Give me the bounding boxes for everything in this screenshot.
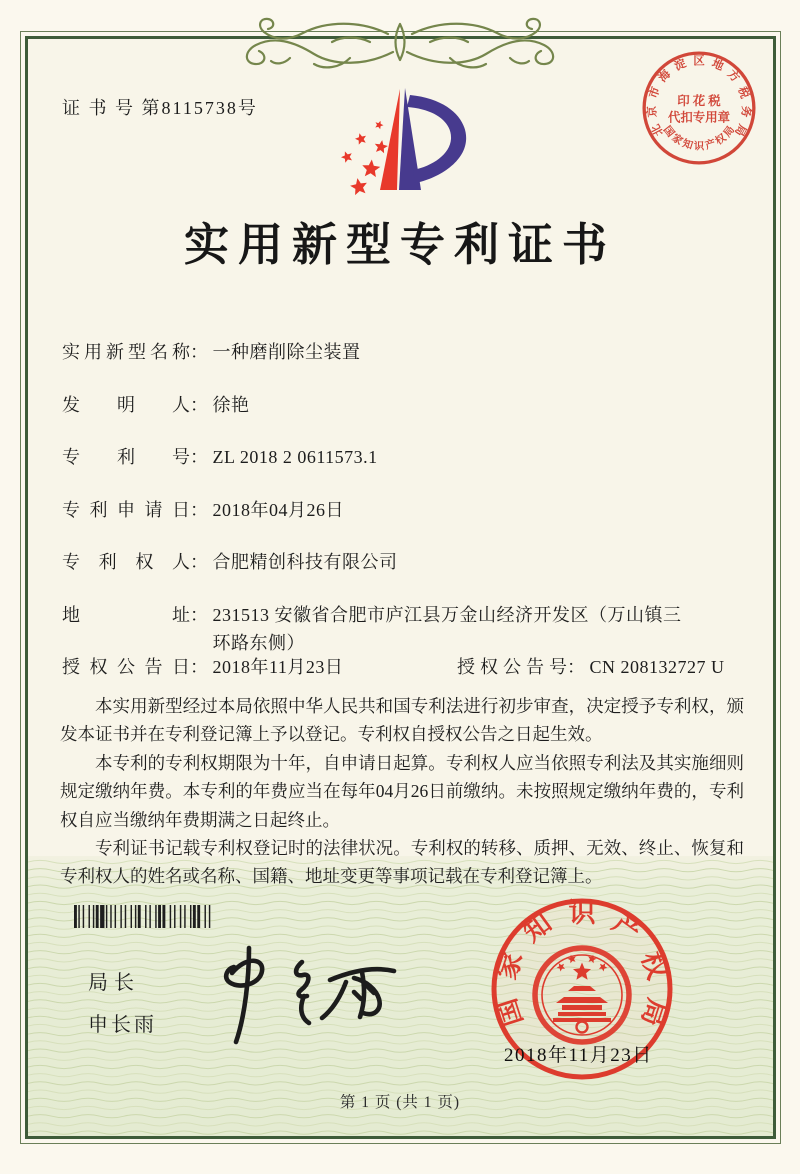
field-grant-number: 授权公告号： CN 208132727 U: [457, 653, 725, 679]
svg-text:局: 局: [722, 124, 738, 140]
certificate-title: 实用新型专利证书: [183, 220, 616, 270]
svg-text:税: 税: [735, 85, 751, 101]
svg-text:国: 国: [660, 124, 676, 140]
svg-text:知: 知: [517, 907, 558, 948]
page-number: 第 1 页 (共 1 页): [339, 1094, 461, 1111]
svg-text:市: 市: [647, 85, 663, 101]
svg-text:知: 知: [680, 138, 694, 152]
svg-text:权: 权: [635, 948, 673, 983]
field-label: 专利号: [62, 447, 190, 467]
svg-text:家: 家: [669, 132, 685, 148]
field-row-patent-no: 专利号： ZL 2018 2 0611573.1: [62, 443, 378, 469]
svg-text:务: 务: [738, 105, 752, 118]
field-label: 实用新型名称: [62, 342, 190, 362]
field-label: 发明人: [62, 395, 190, 415]
logo-p-bowl: [407, 95, 466, 183]
field-value: 徐艳: [212, 395, 250, 415]
svg-text:识: 识: [693, 141, 705, 153]
commissioner-signature: [212, 936, 417, 1054]
svg-text:京: 京: [646, 105, 660, 118]
logo-red-wedge: [380, 89, 400, 190]
field-label: 专利权人: [62, 552, 190, 572]
svg-text:区: 区: [693, 55, 705, 68]
field-row-inventor: 发明人： 徐艳: [62, 391, 250, 417]
stamp-arc-bottom-text: [661, 123, 737, 152]
field-label: 授权公告号: [457, 657, 567, 677]
commissioner-name: 申长雨: [88, 1014, 157, 1036]
certificate-number: 证 书 号 第8115738号: [62, 98, 258, 118]
legal-paragraph-1: 本实用新型经过本局依照中华人民共和国专利法进行初步审查，决定授予专利权，颁发本证书并在专利登记簿上予以登记。专利权自授权公告之日起生效。: [60, 696, 744, 745]
svg-text:局: 局: [732, 121, 749, 138]
svg-text:北: 北: [649, 121, 666, 138]
commissioner-title: 局长: [88, 972, 140, 994]
legal-paragraph-3: 专利证书记载专利权登记时的法律状况。专利权的转移、质押、无效、终止、恢复和专利权人的姓名或名称、国籍、地址变更等事项记载在专利登记簿上。: [60, 838, 744, 887]
field-label: 地址: [62, 605, 190, 625]
svg-text:国: 国: [491, 995, 529, 1030]
field-label: 专利申请日: [62, 500, 190, 520]
stamp-center-line2: 代扣专用章: [667, 110, 731, 125]
field-row-filing-date: 专利申请日： 2018年04月26日: [62, 496, 344, 522]
svg-text:产: 产: [606, 907, 647, 948]
field-value: 一种磨削除尘装置: [212, 342, 361, 362]
field-label: 授权公告日: [62, 657, 190, 677]
stamp-center-line1: 印 花 税: [677, 93, 721, 108]
svg-text:淀: 淀: [672, 57, 689, 74]
field-row-address: 地址： 231513 安徽省合肥市庐江县万金山经济开发区（万山镇三环路东侧）: [62, 601, 691, 657]
field-value: ZL 2018 2 0611573.1: [212, 447, 378, 467]
barcode: [74, 905, 246, 928]
border-flourish-ornament: [230, 12, 570, 76]
svg-text:海: 海: [656, 68, 674, 85]
stamp-tax-seal: [640, 49, 758, 167]
field-value: 2018年11月23日: [212, 657, 344, 677]
field-row-patentee: 专利权人： 合肥精创科技有限公司: [62, 548, 398, 574]
field-value: CN 208132727 U: [589, 657, 725, 677]
cnipa-logo: [328, 84, 478, 198]
svg-text:权: 权: [713, 132, 729, 148]
svg-text:家: 家: [491, 948, 529, 983]
legal-paragraph-2: 本专利的专利权期限为十年，自申请日起算。专利权人应当依照专利法及其实施细则规定缴纳年费。本专利的年费应当在每年04月26日前缴纳。未按照规定缴纳年费的，专利权自应当缴纳年费期满之日起终止。: [60, 752, 744, 830]
svg-text:产: 产: [704, 138, 718, 152]
svg-text:地: 地: [709, 57, 726, 74]
legal-text-block: [60, 692, 744, 891]
field-value: 231513 安徽省合肥市庐江县万金山经济开发区（万山镇三环路东侧）: [212, 605, 682, 653]
svg-text:方: 方: [724, 68, 742, 85]
field-value: 合肥精创科技有限公司: [212, 552, 398, 572]
logo-stars: [341, 121, 388, 195]
svg-text:局: 局: [635, 995, 673, 1030]
field-value: 2018年04月26日: [212, 500, 344, 520]
seal-date: 2018年11月23日: [504, 1045, 653, 1066]
svg-text:识: 识: [568, 898, 596, 928]
field-row-name: 实用新型名称： 一种磨削除尘装置: [62, 338, 361, 364]
field-row-grant-date: 授权公告日： 2018年11月23日 授权公告号： CN 208132727 U: [62, 653, 343, 679]
